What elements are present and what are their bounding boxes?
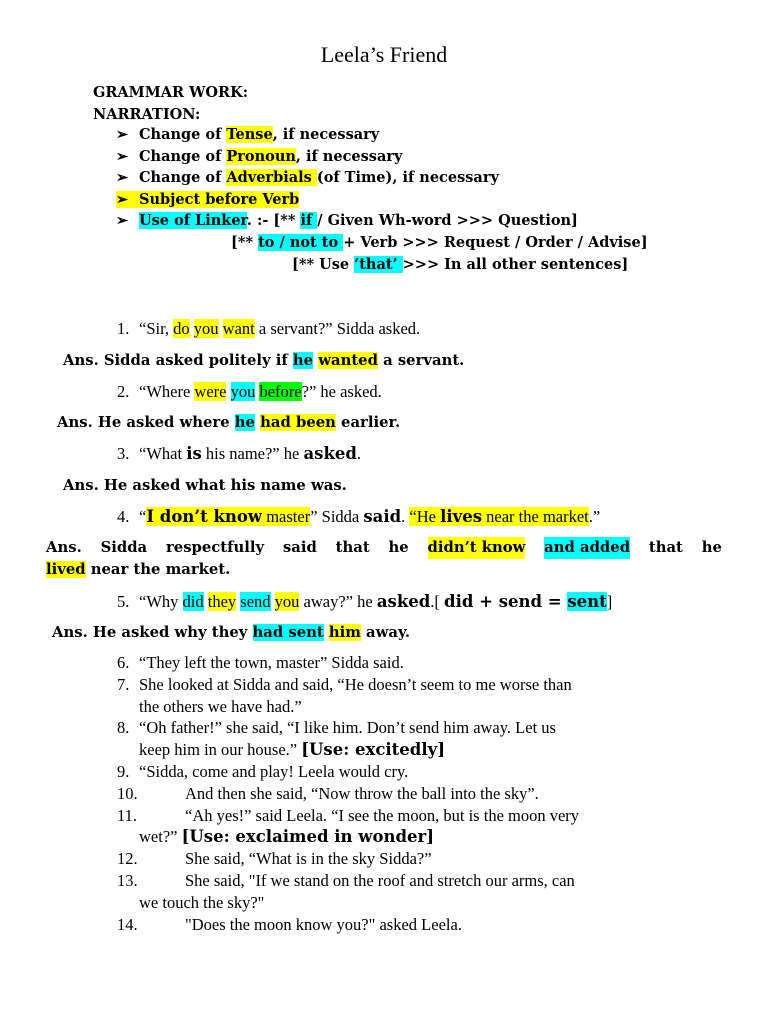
rule-pronoun: ➢ Change of Pronoun, if necessary xyxy=(116,146,578,168)
arrow-bullet-icon: ➢ xyxy=(116,212,129,229)
list-item: 9. “Sidda, come and play! Leela would cry. xyxy=(117,761,409,781)
narration-rules xyxy=(116,124,578,232)
answer-4: Ans. Sidda respectfully said that he didn’t know and added that he lived near the market. xyxy=(46,539,722,578)
grammar-work-heading: GRAMMAR WORK: xyxy=(93,84,249,101)
narration-heading: NARRATION: xyxy=(93,105,201,123)
rule-tense: ➢ Change of Tense, if necessary xyxy=(116,124,578,146)
rule-linker: ➢ Use of Linker. :- [** if / Given Wh-word >>> Question] xyxy=(116,210,578,232)
arrow-bullet-icon: ➢ xyxy=(116,169,129,186)
rule-linker-that: [** Use ‘that’ >>> In all other sentences] xyxy=(292,256,629,273)
list-item: 8. “Oh father!” she said, “I like him. Don’t send him away. Let us keep him in our house.” [Use: excitedly] xyxy=(117,718,556,760)
list-item: 10. And then she said, “Now throw the ball into the sky”. xyxy=(117,783,539,803)
question-1: 1. “Sir, do you want a servant?” Sidda asked. xyxy=(117,319,421,338)
answer-3: Ans. He asked what his name was. xyxy=(63,477,347,494)
question-5: 5. “Why did they send you away?” he asked.[ did + send = sent] xyxy=(117,592,613,611)
list-item: 11. “Ah yes!” said Leela. “I see the moon, but is the moon very wet?” [Use: exclaimed in wonder] xyxy=(117,805,580,847)
answer-5: Ans. He asked why they had sent him away. xyxy=(52,624,411,641)
question-2: 2. “Where were you before?” he asked. xyxy=(117,382,382,401)
exercise-list xyxy=(117,652,727,935)
rule-subject-verb: ➢ Subject before Verb xyxy=(116,189,578,211)
arrow-bullet-icon: ➢ xyxy=(116,190,129,208)
list-item: 7. She looked at Sidda and said, “He doesn’t seem to me worse than the others we have had.” xyxy=(117,674,572,716)
section-heading xyxy=(93,82,248,125)
list-item: 13. She said, "If we stand on the roof and stretch our arms, can we touch the sky?" xyxy=(117,870,575,912)
arrow-bullet-icon: ➢ xyxy=(116,147,129,165)
list-item: 6. “They left the town, master” Sidda said. xyxy=(117,653,404,672)
arrow-bullet-icon: ➢ xyxy=(116,126,129,143)
rule-linker-to: [** to / not to + Verb >>> Request / Order / Advise] xyxy=(231,234,648,251)
page-title: Leela’s Friend xyxy=(320,42,448,67)
question-3: 3. “What is his name?” he asked. xyxy=(117,444,362,463)
list-item: 12. She said, “What is in the sky Sidda?” xyxy=(117,849,432,869)
rule-adverbials: ➢ Change of Adverbials (of Time), if necessary xyxy=(116,167,578,189)
answer-1: Ans. Sidda asked politely if he wanted a servant. xyxy=(63,352,465,369)
list-item: 14. "Does the moon know you?" asked Leela. xyxy=(117,914,462,934)
answer-2: Ans. He asked where he had been earlier. xyxy=(57,414,401,431)
question-4: 4. “I don’t know master” Sidda said. “He lives near the market.” xyxy=(117,507,601,526)
